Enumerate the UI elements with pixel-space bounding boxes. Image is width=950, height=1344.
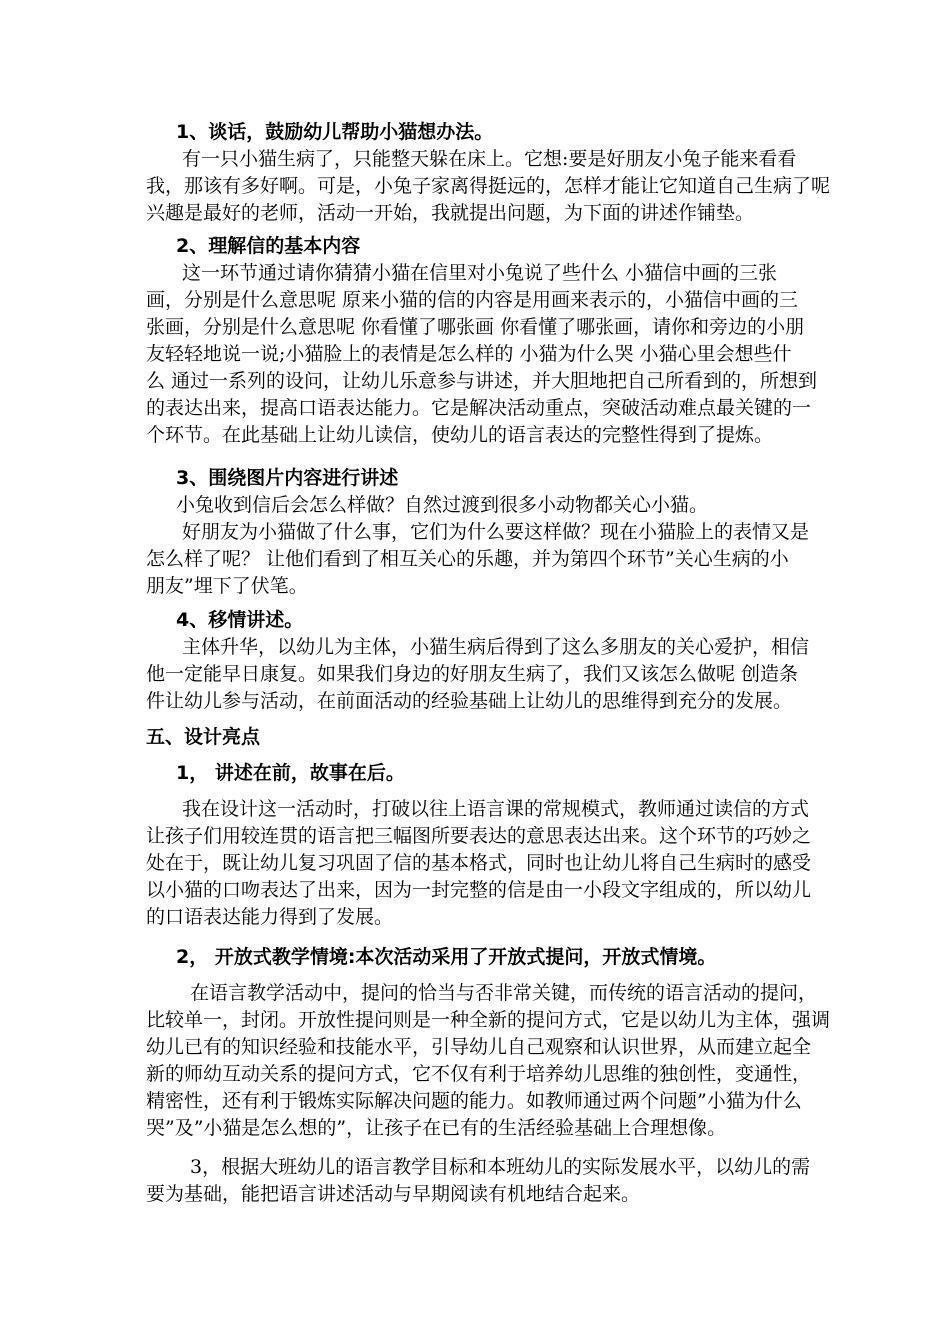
- section-heading: 3、围绕图片内容进行讲述: [176, 467, 399, 489]
- paragraph-line: 小兔收到信后会怎么样做？自然过渡到很多小动物都关心小猫。: [176, 494, 709, 516]
- highlight-3: [146, 1154, 814, 1208]
- paragraph-line: 幼儿已有的知识经验和技能水平，引导幼儿自己观察和认识世界，从而建立起全: [146, 1036, 812, 1058]
- paragraph-line: 精密性，还有利于锻炼实际解决问题的能力。如教师通过两个问题”小猫为什么: [146, 1090, 802, 1112]
- paragraph-line: 我，那该有多好啊。可是，小兔子家离得挺远的，怎样才能让它知道自己生病了呢: [146, 175, 831, 197]
- paragraph-line: 好朋友为小猫做了什么事，它们为什么要这样做？现在小猫脸上的表情又是: [182, 521, 810, 543]
- paragraph-line: 个环节。在此基础上让幼儿读信，使幼儿的语言表达的完整性得到了提炼。: [146, 424, 774, 446]
- paragraph-line: 我在设计这一活动时，打破以往上语言课的常规模式，教师通过读信的方式: [182, 798, 810, 820]
- section-3: [146, 465, 814, 600]
- paragraph-line: 处在于，既让幼儿复习巩固了信的基本格式，同时也让幼儿将自己生病时的感受: [146, 852, 812, 874]
- section-heading: 2、理解信的基本内容: [176, 235, 361, 257]
- section-heading: 1、谈话，鼓励幼儿帮助小猫想办法。: [176, 121, 494, 143]
- paragraph-line: 朋友”埋下了伏笔。: [146, 575, 308, 597]
- highlight-1: [146, 760, 814, 787]
- section-heading: 五、设计亮点: [146, 726, 261, 748]
- paragraph-line: 要为基础，能把语言讲述活动与早期阅读有机地结合起来。: [146, 1183, 641, 1205]
- paragraph-line: 这一环节通过请你猜猜小猫在信里对小兔说了些什么 小猫信中画的三张: [182, 262, 778, 284]
- paragraph-line: 么 通过一系列的设问，让幼儿乐意参与讲述，并大胆地把自己所看到的，所想到: [146, 370, 818, 392]
- paragraph-line: 以小猫的口吻表达了出来，因为一封完整的信是由一小段文字组成的，所以幼儿: [146, 879, 812, 901]
- paragraph-line: 有一只小猫生病了，只能整天躲在床上。它想:要是好朋友小兔子能来看看: [182, 148, 797, 170]
- paragraph-line: 比较单一，封闭。开放性提问则是一种全新的提问方式，它是以幼儿为主体，强调: [146, 1009, 831, 1031]
- paragraph-line: 让孩子们用较连贯的语言把三幅图所要表达的意思表达出来。这个环节的巧妙之: [146, 825, 812, 847]
- paragraph-line: 哭”及”小猫是怎么想的”，让孩子在已有的生活经验基础上合理想像。: [146, 1117, 727, 1139]
- paragraph-line: 在语言教学活动中，提问的恰当与否非常关键，而传统的语言活动的提问，: [190, 982, 818, 1004]
- paragraph-line: 友轻轻地说一说;小猫脸上的表情是怎么样的 小猫为什么哭 小猫心里会想些什: [146, 343, 792, 365]
- highlight-1-body: [146, 796, 814, 931]
- highlight-2: [146, 944, 814, 971]
- paragraph-line: 件让幼儿参与活动，在前面活动的经验基础上让幼儿的思维得到充分的发展。: [146, 690, 793, 712]
- paragraph-line: 兴趣是最好的老师，活动一开始，我就提出问题，为下面的讲述作铺垫。: [146, 202, 755, 224]
- paragraph-line: 的表达出来，提高口语表达能力。它是解决活动重点，突破活动难点最关键的一: [146, 397, 812, 419]
- paragraph-line: 怎么样了呢？ 让他们看到了相互关心的乐趣，并为第四个环节”关心生病的小: [146, 548, 789, 570]
- section-heading: 4、移情讲述。: [176, 609, 304, 631]
- highlight-2-body: [146, 980, 831, 1142]
- section-5-heading-block: [146, 724, 814, 751]
- section-4: [146, 607, 814, 715]
- paragraph-line: 他一定能早日康复。如果我们身边的好朋友生病了，我们又该怎么做呢 创造条: [146, 663, 799, 685]
- section-2: [146, 233, 818, 449]
- paragraph-line: 画，分别是什么意思呢 原来小猫的信的内容是用画来表示的，小猫信中画的三: [146, 289, 799, 311]
- section-1: [146, 119, 831, 227]
- paragraph-line: 新的师幼互动关系的提问方式，它不仅有利于培养幼儿思维的独创性，变通性，: [146, 1063, 812, 1085]
- paragraph-line: 3，根据大班幼儿的语言教学目标和本班幼儿的实际发展水平，以幼儿的需: [190, 1156, 811, 1178]
- sub-heading: 2， 开放式教学情境:本次活动采用了开放式提问，开放式情境。: [176, 946, 717, 968]
- paragraph-line: 的口语表达能力得到了发展。: [146, 906, 394, 928]
- paragraph-line: 主体升华，以幼儿为主体，小猫生病后得到了这么多朋友的关心爱护，相信: [182, 636, 810, 658]
- sub-heading: 1， 讲述在前，故事在后。: [176, 762, 405, 784]
- paragraph-line: 张画，分别是什么意思呢 你看懂了哪张画 你看懂了哪张画，请你和旁边的小朋: [146, 316, 805, 338]
